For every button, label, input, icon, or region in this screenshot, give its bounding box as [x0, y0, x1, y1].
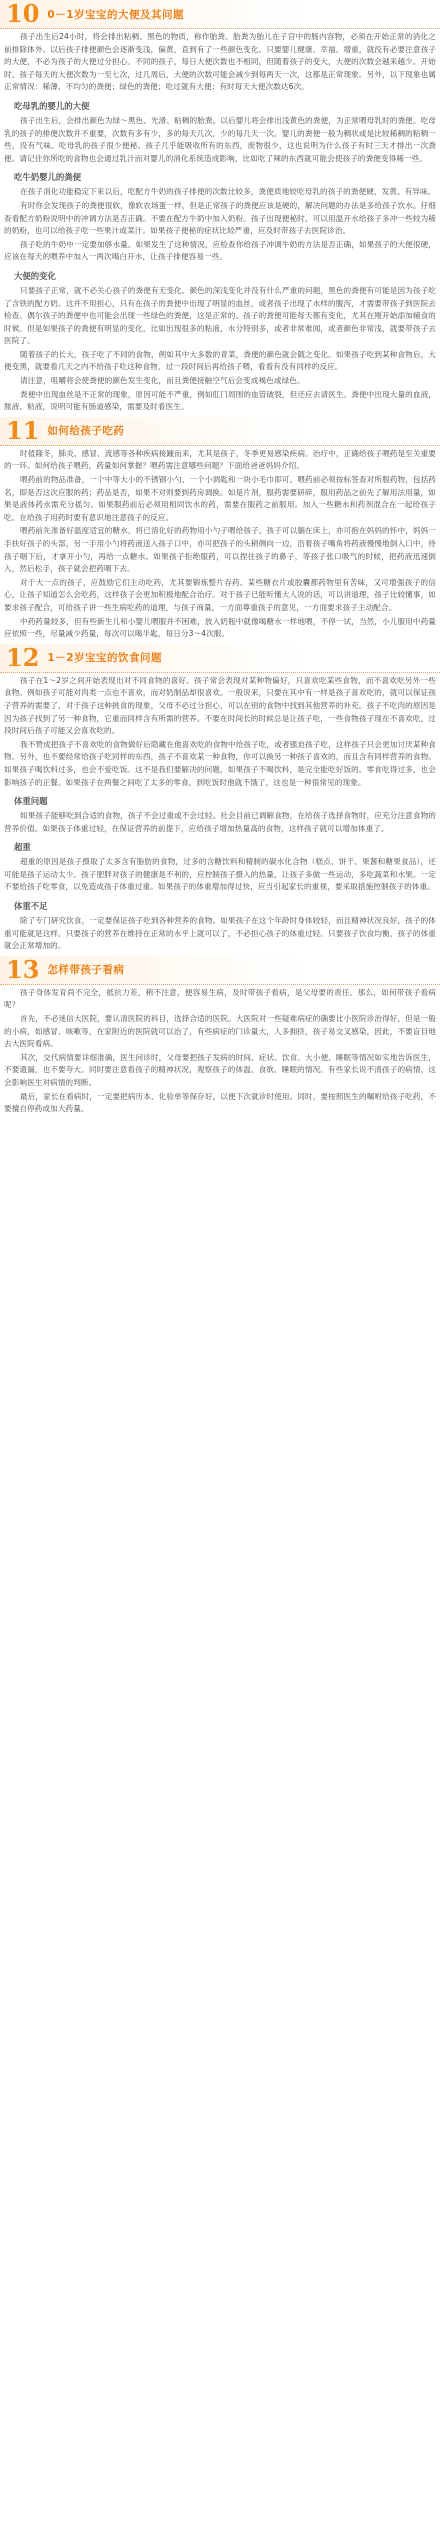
section-title: 如何给孩子吃药	[47, 425, 125, 438]
section-number: 11	[6, 415, 40, 445]
paragraph: 只要孩子正常，就不必关心孩子的粪便有无变化。颜色的深浅变化并没有什么严重的问题，黑色的粪便有可能是因为孩子吃了含铁的配方奶。这并不用担心，只有在孩子的粪便中出现了明显的血丝，或者孩子出现了水样的腹泻，才需要带孩子到医院去检查。偶尔孩子的粪便中也可能会出现一些绿色的粪便，这是正常的。孩子的粪便可能每天都有变化，尤其在刚开始添加辅食的时候。但是如果孩子的粪便有明显的变化，比如出现很多的粘液，水分特别多，或者非常难闻，或者颜色非常浅，就要带孩子去医院了。	[4, 285, 436, 346]
paragraph: 除了专门研究饮食，一定要保证孩子吃到各种营养的食物。如果孩子在这个年龄时身体较轻，而且精神状况良好，孩子的体重可能就是这样。只要孩子的营养在维持在正常的水平上就可以了，不必担心孩子的体重过轻。只要孩子饮食均衡，孩子的体重就会正常增加的。	[4, 916, 436, 951]
section-title: 1－2岁宝宝的饮食问题	[47, 652, 163, 665]
paragraph: 孩子出生后，会排出颜色为绿～黑色、光滑、粘稠的胎粪。以后婴儿将会排出浅黄色的粪便，为正常喂母乳时的粪便。吃母乳的孩子的排便次数并不重要，次数有多有少，多的每天几次，少的每几天一次。婴儿的粪便一般为稠状或是比较稀稠的粘稠一些，没有气味。吃母乳的孩子很少便秘。孩子几乎能吸收所有的东西，废物很少，这也说明为什么孩子有时三天才排出一次粪便。请记住你所吃的食物也会通过乳汁而对婴儿的消化系统造成影响，比如吃了辣的东西就可能会使孩子的粪便变得稀一些。	[4, 115, 436, 163]
subheading: 吃牛奶婴儿的粪便	[14, 172, 81, 183]
subheading: 吃母乳的婴儿的大便	[14, 100, 90, 111]
article-section	[0, 417, 440, 644]
paragraph: 请注意，咀嚼将会使粪便的颜色发生变化，而且粪便接触空气后会变成褐色或绿色。	[20, 376, 305, 386]
subheading: 超重	[14, 842, 31, 853]
paragraph: 孩子吃的牛奶中一定要加够水量。如果发生了这种情况，应检查你给孩子冲调牛奶的方法是否正确，如果孩子的大便很硬，应该在每天的喂养中加入一两次喝白开水，让孩子排便容易一些。	[4, 239, 436, 262]
subheading: 大便的变化	[14, 270, 56, 281]
paragraph: 最后，家长在看病时，一定要把病历本、化验单等保存好，以便下次就诊时使用。同时，要按照医生的嘱咐给孩子吃药，不要擅自停药或加大药量。	[4, 1091, 436, 1114]
section-number: 10	[6, 0, 40, 28]
paragraph: 对于大一点的孩子，应鼓励它们主动吃药，尤其要锻炼整片吞药。某些糖衣片或胶囊都药物里有苦味，又可增强孩子的信心，让孩子知道怎么会吃药，这样孩子会更加积极地配合治疗。对于孩子已能听懂大人说的话，可以讲道理，孩子比较懂事，如要求孩子配合，可给孩子讲一些生病吃药的道理，与孩子商量，一方面尊重孩子的意见，一方面要求孩子主动配合。	[4, 577, 436, 612]
article-section	[0, 0, 440, 417]
subheading: 体重问题	[14, 796, 48, 807]
paragraph: 如果孩子能够吃到合适的食物，孩子不会过重或不会过轻。社会目前已调解食物，在给孩子选择食物时，应充分注意食物的营养价值。如果孩子体重过轻，在保证营养的前提下，应给孩子增加热量高的食物，这样孩子就可以增加体重了。	[4, 811, 436, 833]
section-number: 12	[6, 642, 40, 672]
section-header	[0, 0, 440, 29]
section-title: 0－1岁宝宝的大便及其问题	[47, 8, 185, 21]
paragraph: 有时你会发现孩子的粪便很软，像软农场蛋一样，但是正常孩子的粪便应该是硬的，解决问题的办法是多给孩子饮水。仔细查看配方奶粉说明中的冲调方法是否正确。不要在配方牛奶中加入奶粉。孩子出现便秘时，可以用温开水给孩子多冲一些较为稀的奶粉，也可以给孩子吃一些果汁或菜汁。如果孩子便秘的症状比较严重，应及时带孩子去医院诊治。	[4, 200, 436, 236]
paragraph: 喂药前的物品准备，一个中等大小的不锈钢小勺、一个小调匙和一块小毛巾即可。喂药前必须按标签查对所服药物，包括药名，即是否这次应服的药；药品是否，如果不对则要到药房调换。如是片剂，服药需要研碎，服用药品之前先了解用法用量，如果是液体药水需充分摇匀。如果服药前后必须用相同饮水的药，需要在服药之前服用。加入一些糖水和药剂混合在一起给孩子吃。在给孩子用药时要有意识地注意孩子的反应。	[4, 475, 436, 522]
paragraph: 孩子在1～2岁之间开始表现出对不同食物的喜好。孩子常会表现对某种物偏好，只喜欢吃某些食物，而不喜欢吃另外一些食物。例如孩子可能对肉类一点也不喜欢，而对奶制品却很喜欢。一般说来，只要在其中有一样是孩子喜欢吃的，就可以保证孩子营养的需要了，对于孩子这种挑食的现象，父母不必过分担心，可以在别的食物中找到其他营养的补充。孩子不吃肉的原因是因为孩子找到了另一种食物，它重而同样含有所需的营养。不要在时间长的时候总是让孩子吃，一些食物孩子现在不喜欢吃，过段时间后孩子可能又会喜欢吃的。	[4, 675, 436, 736]
section-number: 13	[6, 954, 40, 984]
section-header	[0, 417, 440, 446]
section-title: 怎样带孩子看病	[47, 964, 125, 977]
paragraph: 粪便中出现血丝是不正常的现象，原因可能不严重，例如肛门周围的血管破裂，但还应去请医生。粪便中出现大量的血液，脓液、粘液，说明可能有肠道感染，需要及时看医生。	[4, 389, 436, 412]
paragraph: 超重的原因是孩子摄取了太多含有脂肪的食物，过多的含糖饮料和精制的碳水化合物（糕点、饼干、果酱和糖果食品），还可能是孩子运动太少。孩子肥胖对孩子的健康是不利的，应控制孩子摄入的热量，让孩子多做一些运动，多吃蔬菜和水果。一定不要给孩子吃零食，以免造成孩子体重过重。如果孩子的体重增加得过快，应当引起家长的重视，要采取措施控制孩子的体重。	[4, 857, 436, 892]
section-header	[0, 956, 440, 985]
subheading: 体重不足	[14, 901, 48, 912]
paragraph: 随着孩子的长大，孩子吃了不同的食物，例如其中大多数的青菜，粪便的颜色就会随之变化。如果孩子吃到某种食物后，大便变黑，就要看几天之内不给孩子吃这种食物，过一段时间后再给孩子喂，看看有没有同样的反应。	[4, 349, 436, 372]
paragraph: 我不赞成把孩子不喜欢吃的食物做好后隐藏在他喜欢吃的食物中给孩子吃，或者强迫孩子吃，这样孩子只会更加讨厌某种食物。另外，也不要经常给孩子吃同样的东西，孩子不喜欢某一种食物，你可以换另一种孩子喜欢的，而且含有同样营养的食物。如果孩子喝饮料过多，也会不爱吃饭。这不是我们要解决的问题，如果孩子不喝饮料，是完全能吃好饭的。零食吃得过多，也会影响孩子的正餐。如果孩子在两餐之间吃了太多的零食，到吃饭时他就不饿了，这也是一种很常见的现象。	[4, 739, 436, 787]
paragraph: 在孩子消化功能稳定下来以后，吃配方牛奶的孩子排便的次数比较多，粪便质地较吃母乳的孩子的粪便硬、发黄、有异味。	[20, 187, 436, 197]
paragraph: 首先，不必迷信大医院，要认清医院的科目，选择合适的医院。大医院对一些疑难病症的确要比小医院诊治得好，但是一般的小病，如感冒、咳嗽等，在家附近的医院就可以治了，有些病症的门诊量大，人多拥挤，孩子易交叉感染，因此，不要盲目地去大医院看病。	[4, 1014, 436, 1049]
paragraph: 其次，交代病情要详细准确，医生问诊时，父母要把孩子发病的时间、症状、饮食、大小便、睡眠等情况如实地告诉医生，不要遗漏，也不要夸大。同时要注意看孩子的精神状况，观察孩子的体温、食欲、睡眠的情况。有些家长说不清孩子的病情，这会影响医生对病情的判断。	[4, 1052, 436, 1087]
paragraph: 时值隆冬，肺炎、感冒、流感等各种疾病接踵而来，尤其是孩子，冬季更易感染疾病。治疗中，正确给孩子喂药是至关重要的一环。如何给孩子喂药，药量如何掌握？喂药需注意哪些问题？下面给爸爸妈妈介绍。	[4, 448, 436, 471]
paragraph: 孩子出生后24小时，将会排出粘稠、黑色的物质，称作胎粪。胎粪为胎儿在子宫中的肠内容物，必须在开始正常的消化之前排除体外。以后孩子排便颜色会逐渐变浅，偏黄，直到有了一些颜色变化。只要婴儿健康、幸福、增重，就没有必要注意孩子的大便，不必为孩子的大便过分担心。不同的孩子，每日大便次数也不相同，但随着孩子的变大，大便的次数会越来越少。开始时，孩子每天的大便次数为一至七次，过几周后，大便的次数可能会减少到每两天一次，这都是正常现象。另外，以下现象也属正常情况：稀薄、不均匀的粪便；绿色的粪便；吃过就有大便；有时每天大便次数达6次。	[4, 32, 436, 92]
paragraph: 中药药量较多，但有些新生儿和小婴儿喂服并不困难，放入奶瓶中就像喝糖水一样地喂，不停一试，当然，小儿服用中药量应依照一些，尽量减少药量，每次可以喝半匙，每日分3～4次服。	[4, 616, 436, 639]
paragraph: 孩子身体发育尚不完全，抵抗力差，稍不注意，便容易生病，及时带孩子看病，是父母要的责任。那么，如何带孩子看病呢？	[4, 987, 436, 1010]
paragraph: 喂药前先准备好温度适宜的糖水，将已溶化好的药物用小勺子喂给孩子。孩子可以躺在床上，亦可抱在妈妈的怀中，妈妈一手扶好孩子的头部，另一手用小勺将药液送入孩子口中，亦可把孩子的头稍侧向一边，沿着孩子嘴角将药液慢慢地倒入口中，待孩子咽下后，才拿开小勺，再给一点糖水。如果孩子拒绝服药，可以捏住孩子的鼻子，等孩子张口吸气的时候，把药液迅速倒入，然后松手，孩子就会把药咽下去。	[4, 526, 436, 574]
article-section	[0, 956, 440, 1119]
article-section	[0, 644, 440, 956]
section-header	[0, 644, 440, 673]
